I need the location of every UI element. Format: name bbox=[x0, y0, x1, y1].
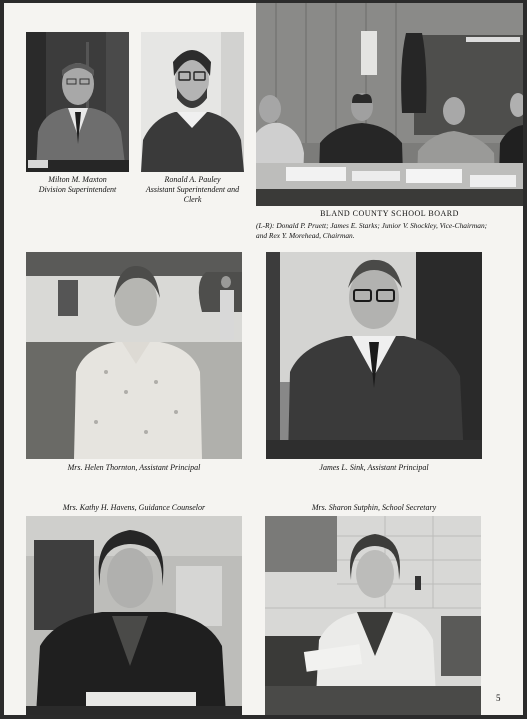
caption-board-title: BLAND COUNTY SCHOOL BOARD bbox=[320, 209, 459, 218]
photo-milton-maxton bbox=[26, 32, 129, 172]
caption-maxton-name: Milton M. Maxton bbox=[48, 175, 107, 184]
caption-havens: Mrs. Kathy H. Havens, Guidance Counselor bbox=[62, 503, 206, 512]
photo-kathy-havens bbox=[26, 516, 242, 715]
caption-maxton-title: Division Superintendent bbox=[38, 185, 117, 194]
caption-board-names bbox=[256, 221, 523, 241]
caption-pauley-title-line2: Clerk bbox=[183, 195, 202, 204]
caption-pauley-title-line1: Assistant Superintendent and bbox=[145, 185, 240, 194]
photo-ronald-pauley bbox=[141, 32, 244, 172]
caption-sutphin: Mrs. Sharon Sutphin, School Secretary bbox=[311, 503, 437, 512]
photo-school-board bbox=[256, 3, 523, 206]
photo-helen-thornton bbox=[26, 252, 242, 459]
caption-board-line1: (L-R): Donald P. Pruett; James E. Starks; Junior V. Shockley, Vice-Chairman; bbox=[256, 221, 488, 230]
yearbook-page bbox=[4, 3, 523, 715]
caption-pauley bbox=[141, 175, 244, 205]
caption-pauley-name: Ronald A. Pauley bbox=[164, 175, 221, 184]
photo-james-sink bbox=[266, 252, 482, 459]
page-number: 5 bbox=[496, 693, 501, 703]
caption-maxton bbox=[26, 175, 129, 195]
photo-sharon-sutphin bbox=[265, 516, 481, 715]
caption-sink: James L. Sink, Assistant Principal bbox=[319, 463, 429, 472]
caption-board-line2: and Rex Y. Morehead, Chairman. bbox=[256, 231, 355, 240]
caption-thornton: Mrs. Helen Thornton, Assistant Principal bbox=[67, 463, 201, 472]
